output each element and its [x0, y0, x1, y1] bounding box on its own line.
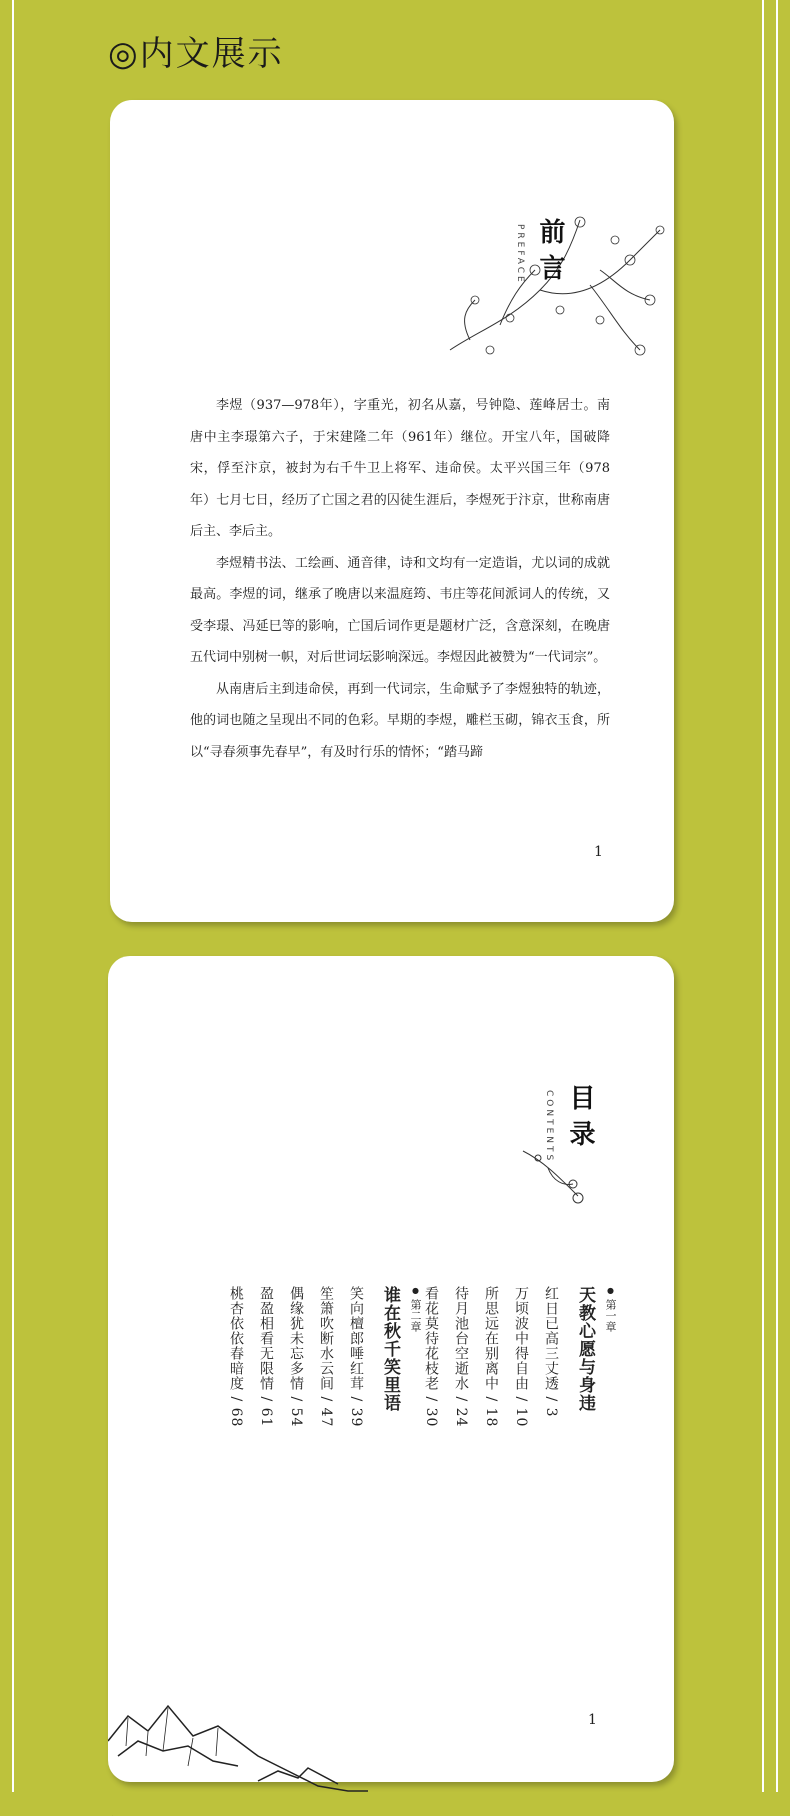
plum-branch-illustration	[518, 1136, 598, 1216]
preface-title-en: PREFACE	[515, 224, 525, 285]
right-border-line	[762, 0, 764, 1792]
contents-title-en: CONTENTS	[544, 1090, 554, 1164]
left-border-line	[12, 0, 14, 1792]
preface-body	[190, 390, 610, 768]
preface-title: 前言	[535, 218, 565, 290]
toc-entry: 待月池台空逝水 / 24	[453, 1286, 469, 1428]
chapter-label: ● 第二章	[407, 1286, 423, 1616]
preface-paragraph: 李煜（937—978年），字重光，初名从嘉，号钟隐、莲峰居士。南唐中主李璟第六子，于宋建隆二年（961年）继位。开宝八年，国破降宋，俘至汴京，被封为右千牛卫上将军、违命侯。太平兴国三年（978年）七月七日，经历了亡国之君的囚徒生涯后，李煜死于汴京，世称南唐后主、李后主。	[190, 398, 610, 539]
chapter-title: 谁在秋千笑里语	[380, 1286, 400, 1412]
chapter-title: 天教心愿与身违	[575, 1286, 595, 1412]
mountain-illustration	[108, 1696, 378, 1816]
preface-paragraph: 从南唐后主到违命侯，再到一代词宗，生命赋予了李煜独特的轨迹，他的词也随之呈现出不同的色彩。早期的李煜，雕栏玉砌，锦衣玉食，所以“寻春须事先春早”，有及时行乐的情怀；“踏马蹄	[190, 681, 610, 760]
toc-entry: 看花莫待花枝老 / 30	[423, 1286, 439, 1428]
toc-entry: 所思远在别离中 / 18	[483, 1286, 499, 1428]
page-number: 1	[594, 844, 603, 860]
toc-entry: 笑向檀郎唾红茸 / 39	[348, 1286, 364, 1428]
preface-page	[110, 100, 674, 922]
toc-entry: 桃杏依依春暗度 / 68	[228, 1286, 244, 1428]
toc-chapter-2	[228, 1286, 423, 1616]
toc-chapter-1	[408, 1286, 618, 1616]
toc-entry: 盈盈相看无限情 / 61	[258, 1286, 274, 1428]
contents-page	[108, 956, 674, 1782]
page-number: 1	[588, 1712, 597, 1728]
chapter-label: ● 第一章	[602, 1286, 618, 1616]
section-title: ◎内文展示	[108, 34, 284, 74]
preface-paragraph: 李煜精书法、工绘画、通音律，诗和文均有一定造诣，尤以词的成就最高。李煜的词，继承了晚唐以来温庭筠、韦庄等花间派词人的传统，又受李璟、冯延巳等的影响，亡国后词作更是题材广泛，含意深刻，在晚唐五代词中别树一帜，对后世词坛影响深远。李煜因此被赞为“一代词宗”。	[190, 555, 610, 665]
toc-entry: 万顷波中得自由 / 10	[513, 1286, 529, 1428]
toc-entry: 笙箫吹断水云间 / 47	[318, 1286, 334, 1428]
contents-title: 目录	[565, 1084, 595, 1156]
toc-entry: 红日已高三丈透 / 3	[543, 1286, 559, 1418]
toc-entry: 偶缘犹未忘多情 / 54	[288, 1286, 304, 1428]
right-border-line-outer	[776, 0, 778, 1792]
